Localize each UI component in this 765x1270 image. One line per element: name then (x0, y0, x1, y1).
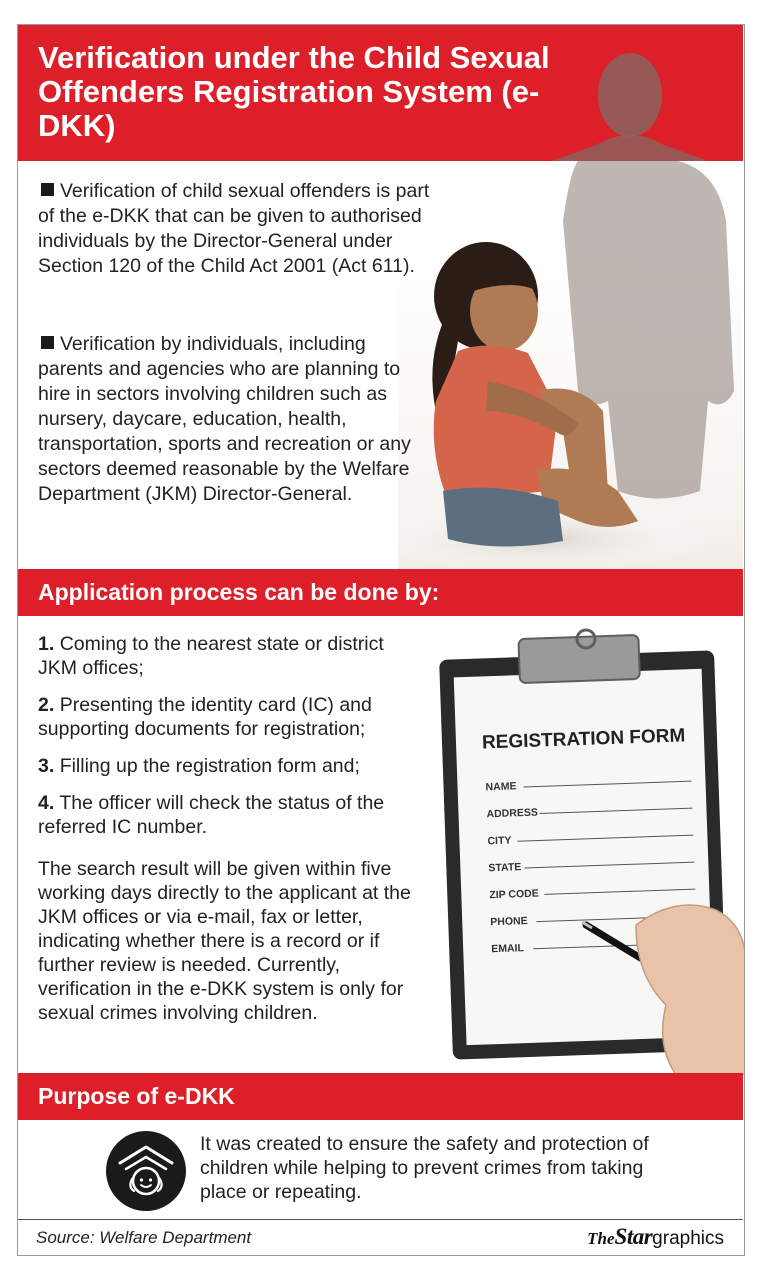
square-bullet-icon (41, 336, 54, 349)
infographic-frame (17, 24, 745, 1256)
source-credit: Source: Welfare Department (36, 1228, 252, 1247)
square-bullet-icon (41, 183, 54, 196)
step-item (38, 791, 428, 839)
intro-paragraph-2 (38, 332, 433, 507)
title-bar (18, 25, 743, 161)
step-text: Filling up the registration form and; (59, 755, 360, 777)
purpose-heading: Purpose of e-DKK (18, 1073, 743, 1120)
step-text: The officer will check the status of the referred IC number. (38, 792, 385, 838)
step-number: 3. (38, 755, 55, 777)
form-field-label: STATE (488, 861, 522, 875)
form-field-label: ZIP CODE (489, 887, 539, 902)
intro-paragraph-1 (38, 179, 433, 279)
step-number: 2. (38, 694, 55, 716)
clipboard-illustration (426, 625, 745, 1075)
brand-graphics: graphics (652, 1228, 724, 1249)
form-field-label: CITY (487, 834, 512, 848)
application-heading: Application process can be done by: (18, 569, 743, 616)
search-result-paragraph: The search result will be given within five working days directly to the applicant at the JKM offices or via e-mail, fax or letter, indicating whether there is a record or if further review is needed. Currently, verification in the e-DKK system is only for sexual crimes involving children. (38, 858, 411, 1024)
step-item (38, 693, 428, 741)
step-text: Presenting the identity card (IC) and supporting documents for registration; (38, 694, 372, 740)
step-text: Coming to the nearest state or district JKM offices; (38, 633, 384, 679)
form-field-label: EMAIL (491, 942, 525, 956)
form-field-label: NAME (485, 780, 517, 794)
form-title: REGISTRATION FORM (481, 725, 686, 754)
footer-divider (18, 1219, 743, 1220)
child-protection-icon (104, 1129, 188, 1213)
step-number: 1. (38, 633, 55, 655)
brand-the: The (587, 1229, 615, 1248)
form-field-label: PHONE (490, 914, 528, 929)
step-item (38, 754, 428, 778)
intro-paragraph-2-text: Verification by individuals, including parents and agencies who are planning to hire in sectors involving children such as nursery, daycare, education, health, transportation, sports and recreation or any sectors deemed reasonable by the Welfare Department (JKM) Director-General. (38, 333, 411, 505)
form-field-label: ADDRESS (486, 806, 539, 821)
page-title: Verification under the Child Sexual Offenders Registration System (e-DKK) (38, 40, 550, 143)
intro-section (18, 161, 743, 569)
intro-paragraph-1-text: Verification of child sexual offenders is part of the e-DKK that can be given to authorised individuals by the Director-General under Section 120 of the Child Act 2001 (Act 611). (38, 180, 430, 277)
step-item (38, 632, 428, 680)
steps-list (38, 632, 428, 852)
purpose-text: It was created to ensure the safety and protection of children while helping to prevent crimes from taking place or repeating. (200, 1133, 649, 1203)
brand-star: Star (614, 1224, 653, 1249)
step-number: 4. (38, 792, 55, 814)
brand-logo (587, 1224, 724, 1250)
